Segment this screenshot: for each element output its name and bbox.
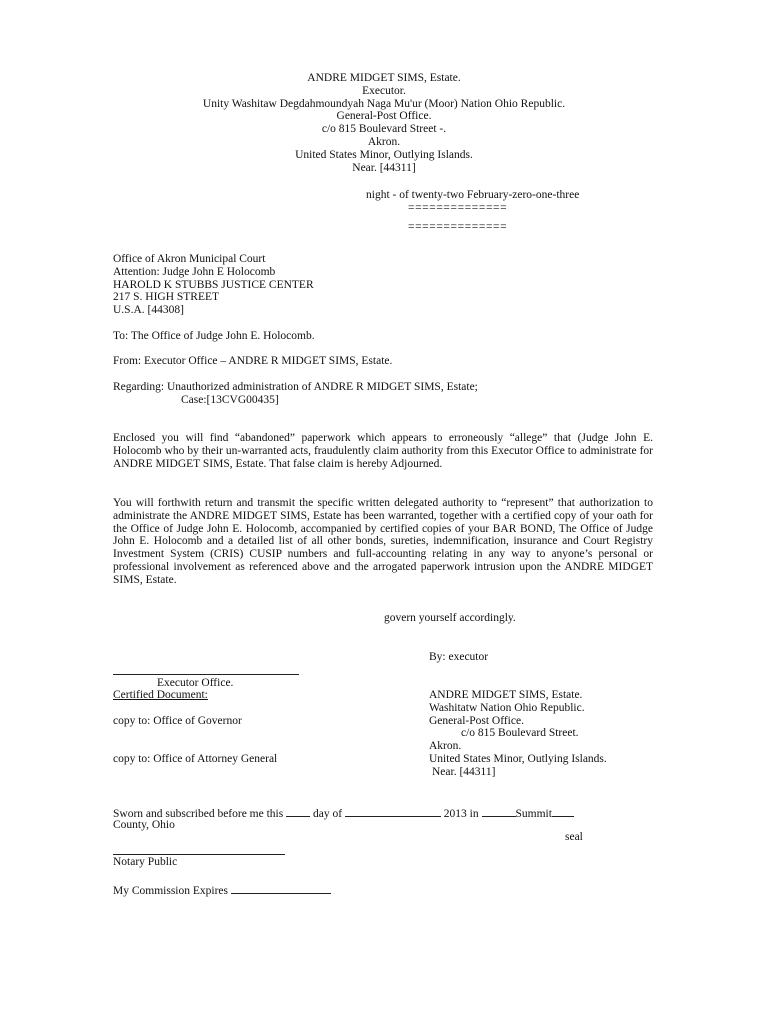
commission-blank	[231, 883, 331, 894]
body-paragraph: You will forthwith return and transmit the specific written delegated authority to “represent” that authorization to administrate the ANDRE MIDGET SIMS, Estate has been warranted, together with a certified copy of your oath for the Office of Judge John E. Holocomb, accompanied by certified copies of your BAR BOND, The Office of Judge John E. Holocomb and a detailed list of all other bonds, sureties, indemnification, insurance and Court Registry Investment System (CRIS) CUSIP numbers and full-accounting relating in any way to anyone’s personal or professional involvement as referenced above and the arrogated paperwork intrusion upon the ANDRE MIDGET SIMS, Estate.	[113, 497, 653, 586]
commission-line	[113, 883, 331, 898]
regarding-line: Regarding: Unauthorized administration of ANDRE R MIDGET SIMS, Estate;	[113, 381, 478, 393]
sender-line: General-Post Office.	[336, 110, 432, 123]
notary-signature-line	[113, 844, 285, 855]
signature-block-line: General-Post Office.	[429, 714, 524, 727]
closing-line: govern yourself accordingly.	[384, 612, 516, 624]
signature-block-line: United States Minor, Outlying Islands.	[429, 752, 607, 765]
sworn-text: Sworn and subscribed before me this	[113, 808, 284, 820]
place-blank	[552, 806, 574, 817]
sworn-text: day of	[312, 808, 343, 820]
copy-line: copy to: Office of Governor	[113, 715, 242, 727]
date-rule: ==============	[408, 201, 508, 214]
seal-label: seal	[565, 831, 583, 843]
signature-block-line: Near. [44311]	[432, 765, 496, 778]
month-blank	[345, 806, 441, 817]
recipient-line: U.S.A. [44308]	[113, 304, 184, 317]
county-line: County, Ohio	[113, 819, 175, 831]
recipient-line: Attention: Judge John E Holocomb	[113, 265, 276, 278]
signature-block-line: Washitatw Nation Ohio Republic.	[429, 701, 585, 714]
by-line: By: executor	[429, 651, 489, 663]
signature-label: Executor Office.	[157, 677, 234, 689]
case-number: Case:[13CVG00435]	[181, 393, 279, 406]
sender-line: Executor.	[362, 84, 406, 97]
sender-line: Unity Washitaw Degdahmoundyah Naga Mu'ur (Moor) Nation Ohio Republic.	[202, 97, 566, 110]
commission-label: My Commission Expires	[113, 885, 229, 897]
sworn-place: Summit	[515, 808, 552, 820]
sender-line: United States Minor, Outlying Islands.	[295, 148, 473, 161]
recipient-block	[113, 253, 314, 317]
date-rule: ==============	[408, 220, 508, 233]
signature-block-line: Akron.	[429, 740, 462, 753]
date-text: night - of twenty-two February-zero-one-three	[366, 189, 580, 201]
copy-line: copy to: Office of Attorney General	[113, 753, 278, 765]
body-paragraph: Enclosed you will find “abandoned” paperwork which appears to erroneously “allege” that (Judge John E. Holocomb who by their un-warranted acts, fraudulently claim authority from this Executor Office to administrate for ANDRE MIDGET SIMS, Estate. That false claim is hereby Adjourned.	[113, 432, 653, 470]
place-blank	[482, 806, 516, 817]
regarding-block	[113, 381, 478, 407]
signature-block-line: c/o 815 Boulevard Street.	[461, 727, 579, 740]
sender-line: Near. [44311]	[352, 161, 416, 174]
notary-label: Notary Public	[113, 856, 178, 868]
signature-line	[113, 664, 299, 675]
sender-line: Akron.	[367, 135, 401, 148]
date-block	[366, 189, 579, 233]
from-line: From: Executor Office – ANDRE R MIDGET SIMS, Estate.	[113, 355, 393, 367]
sender-line: c/o 815 Boulevard Street -.	[321, 123, 447, 136]
sender-header	[0, 72, 768, 174]
signature-block-line: ANDRE MIDGET SIMS, Estate.	[429, 689, 583, 701]
sworn-line	[113, 806, 574, 821]
sender-line: ANDRE MIDGET SIMS, Estate.	[307, 72, 461, 84]
sworn-text: 2013 in	[443, 808, 479, 820]
day-blank	[286, 806, 310, 817]
signature-block	[429, 689, 607, 779]
recipient-line: HAROLD K STUBBS JUSTICE CENTER	[113, 278, 314, 291]
recipient-line: Office of Akron Municipal Court	[113, 253, 266, 265]
certified-label: Certified Document:	[113, 689, 208, 701]
to-line: To: The Office of Judge John E. Holocomb.	[113, 330, 315, 342]
recipient-line: 217 S. HIGH STREET	[113, 291, 220, 304]
